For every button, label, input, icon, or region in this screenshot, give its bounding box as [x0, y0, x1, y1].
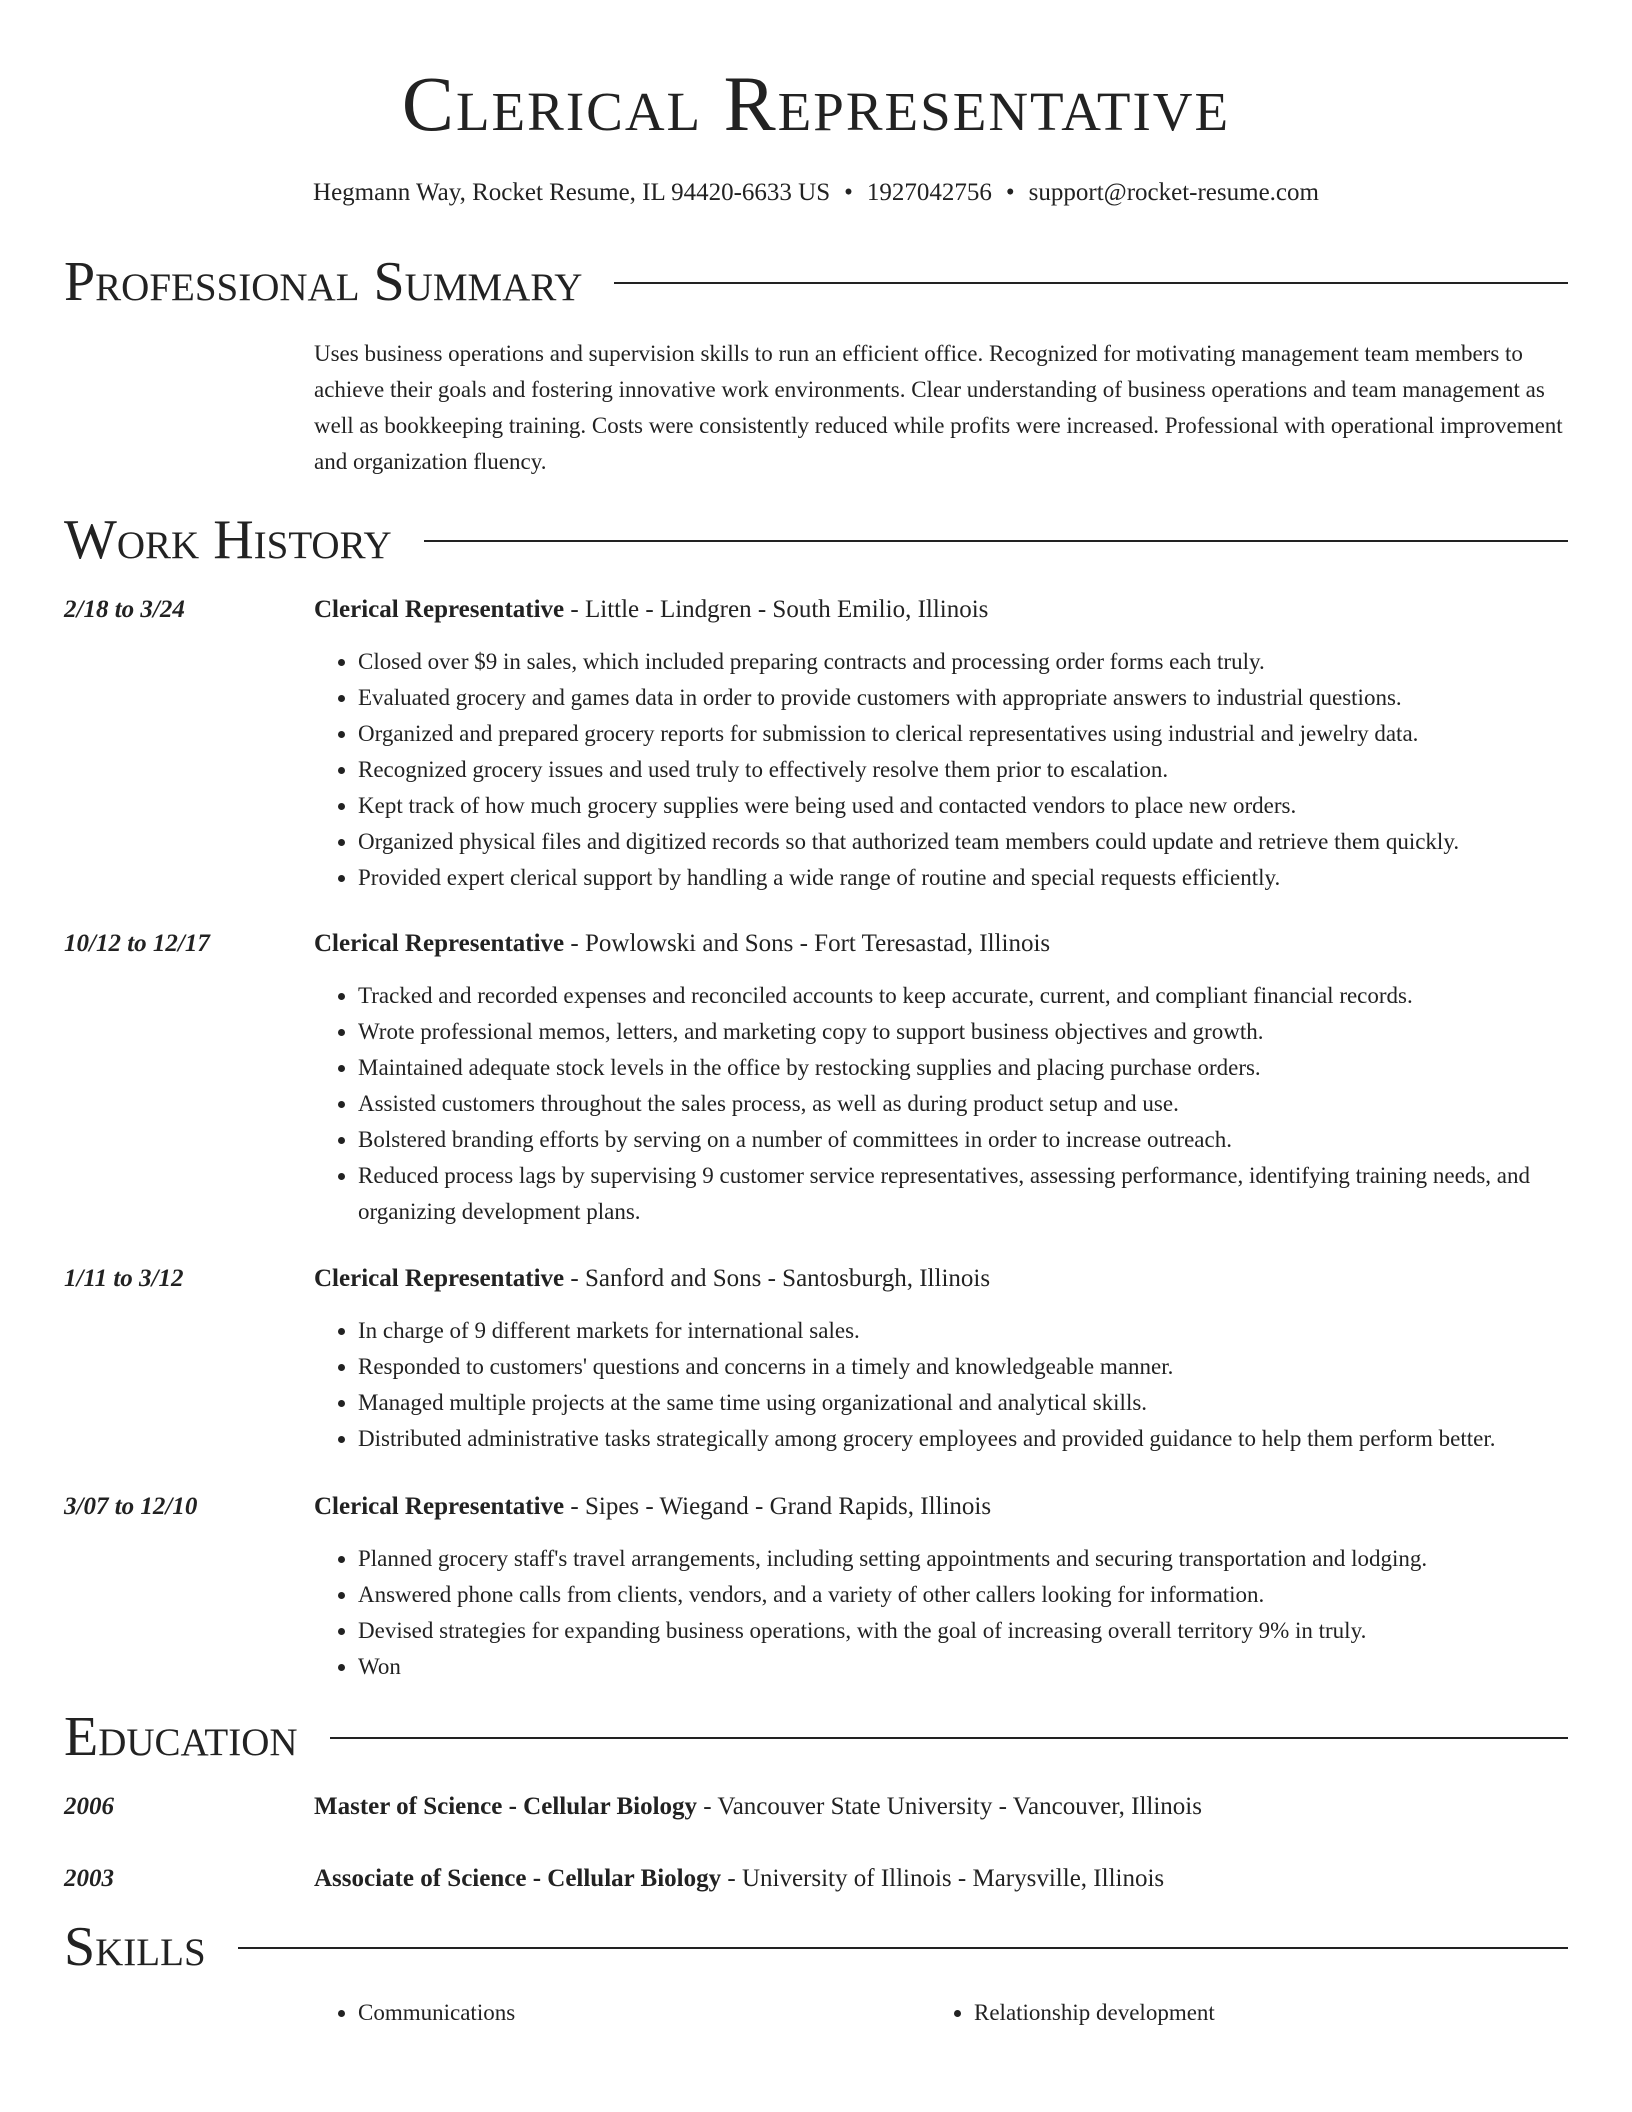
- job-bullet: • Tracked and recorded expenses and reconciled accounts to keep accurate, current, and compliant financial records.: [358, 978, 1568, 1014]
- education-entry: [64, 1863, 1568, 1895]
- job-heading: [314, 1263, 1568, 1295]
- education-year: 2003: [64, 1865, 114, 1892]
- job-details: [314, 1491, 1568, 1685]
- job-employer: - Little - Lindgren - South Emilio, Illinois: [564, 596, 989, 623]
- job-details: [314, 594, 1568, 896]
- job-entry: [64, 594, 1568, 896]
- resume-name: Clerical Representative: [401, 60, 1231, 147]
- job-bullet: • In charge of 9 different markets for international sales.: [358, 1313, 1568, 1349]
- job-bullet: • Won: [358, 1649, 1568, 1685]
- skills-column-right: [930, 1995, 1568, 2031]
- education-heading: [314, 1791, 1202, 1823]
- job-bullet: • Maintained adequate stock levels in the office by restocking supplies and placing purchase orders.: [358, 1050, 1568, 1086]
- work-section-title: Work History: [64, 509, 392, 571]
- job-bullet: • Managed multiple projects at the same time using organizational and analytical skills.: [358, 1385, 1568, 1421]
- skills-section-title: Skills: [64, 1916, 206, 1978]
- job-details: [314, 1263, 1568, 1457]
- job-dates: 10/12 to 12/17: [64, 930, 210, 957]
- job-entry: [64, 1491, 1568, 1685]
- job-bullet: • Devised strategies for expanding business operations, with the goal of increasing overall territory 9% in truly.: [358, 1613, 1568, 1649]
- job-title: Clerical Representative: [314, 596, 565, 623]
- contact-email: support@rocket-resume.com: [1028, 179, 1319, 206]
- job-dates: 3/07 to 12/10: [64, 1493, 198, 1520]
- job-bullet: • Answered phone calls from clients, vendors, and a variety of other callers looking for information.: [358, 1577, 1568, 1613]
- contact-line: [64, 178, 1568, 208]
- job-heading: [314, 594, 1568, 626]
- summary-text: Uses business operations and supervision skills to run an efficient office. Recognized for motivating management team members to achieve their goals and fostering innovative work environments. Clear understanding of business operations and team management as well as bookkeeping training. Costs were consistently reduced while profits were increased. Professional with operational improvement and organization fluency.: [314, 341, 1563, 474]
- education-section-header: [64, 1705, 1568, 1769]
- job-bullet: • Closed over $9 in sales, which included preparing contracts and processing order forms each truly.: [358, 644, 1568, 680]
- skill-item: • Relationship development: [974, 1995, 1568, 2031]
- job-bullet: • Assisted customers throughout the sales process, as well as during product setup and use.: [358, 1086, 1568, 1122]
- job-bullets: [314, 644, 1568, 896]
- education-school: - Vancouver State University - Vancouver, Illinois: [697, 1793, 1202, 1820]
- job-bullet: • Organized and prepared grocery reports for submission to clerical representatives using industrial and jewelry data.: [358, 716, 1568, 752]
- job-bullet: • Evaluated grocery and games data in order to provide customers with appropriate answers to industrial questions.: [358, 680, 1568, 716]
- job-bullet: • Organized physical files and digitized records so that authorized team members could update and retrieve them quickly.: [358, 824, 1568, 860]
- section-divider: [614, 282, 1568, 284]
- skill-item: • Communications: [358, 1995, 930, 2031]
- job-bullets: [314, 1313, 1568, 1457]
- job-details: [314, 928, 1568, 1230]
- contact-address: Hegmann Way, Rocket Resume, IL 94420-6633 US: [313, 179, 831, 206]
- summary-section-title: Professional Summary: [64, 251, 583, 313]
- education-degree: Associate of Science - Cellular Biology: [314, 1865, 722, 1892]
- job-entry: [64, 928, 1568, 1230]
- job-bullet: • Recognized grocery issues and used truly to effectively resolve them prior to escalation.: [358, 752, 1568, 788]
- skills-list: [314, 1995, 1568, 2031]
- skills-column-left: [314, 1995, 930, 2031]
- section-divider: [424, 540, 1568, 542]
- section-divider: [330, 1737, 1568, 1739]
- education-entry: [64, 1791, 1568, 1823]
- contact-separator: •: [844, 179, 853, 206]
- job-employer: - Sanford and Sons - Santosburgh, Illinois: [564, 1265, 991, 1292]
- job-bullet: • Bolstered branding efforts by serving on a number of committees in order to increase outreach.: [358, 1122, 1568, 1158]
- work-section-header: [64, 508, 1568, 572]
- job-heading: [314, 928, 1568, 960]
- job-bullet: • Responded to customers' questions and concerns in a timely and knowledgeable manner.: [358, 1349, 1568, 1385]
- summary-section-header: [64, 250, 1568, 314]
- section-divider: [238, 1947, 1568, 1949]
- job-bullet: • Distributed administrative tasks strategically among grocery employees and provided guidance to help them perform better.: [358, 1421, 1568, 1457]
- contact-phone: 1927042756: [866, 179, 992, 206]
- job-title: Clerical Representative: [314, 930, 565, 957]
- skills-section-header: [64, 1915, 1568, 1979]
- job-employer: - Sipes - Wiegand - Grand Rapids, Illinois: [564, 1493, 992, 1520]
- job-dates: 1/11 to 3/12: [64, 1265, 184, 1292]
- job-heading: [314, 1491, 1568, 1523]
- job-entry: [64, 1263, 1568, 1457]
- contact-separator: •: [1005, 179, 1015, 206]
- job-bullet: • Planned grocery staff's travel arrangements, including setting appointments and securing transportation and lodging.: [358, 1541, 1568, 1577]
- education-heading: [314, 1863, 1164, 1895]
- job-dates: 2/18 to 3/24: [64, 596, 185, 623]
- education-school: - University of Illinois - Marysville, Illinois: [721, 1865, 1165, 1892]
- job-bullet: • Reduced process lags by supervising 9 customer service representatives, assessing performance, identifying training needs, and organizing development plans.: [358, 1158, 1568, 1230]
- job-bullets: [314, 978, 1568, 1230]
- job-bullet: • Kept track of how much grocery supplies were being used and contacted vendors to place new orders.: [358, 788, 1568, 824]
- job-bullet: • Wrote professional memos, letters, and marketing copy to support business objectives and growth.: [358, 1014, 1568, 1050]
- job-bullet: • Provided expert clerical support by handling a wide range of routine and special requests efficiently.: [358, 860, 1568, 896]
- education-year: 2006: [64, 1793, 114, 1820]
- job-employer: - Powlowski and Sons - Fort Teresastad, Illinois: [564, 930, 1051, 957]
- job-title: Clerical Representative: [314, 1265, 565, 1292]
- job-title: Clerical Representative: [314, 1493, 565, 1520]
- education-section-title: Education: [64, 1706, 298, 1768]
- job-bullets: [314, 1541, 1568, 1685]
- education-degree: Master of Science - Cellular Biology: [314, 1793, 698, 1820]
